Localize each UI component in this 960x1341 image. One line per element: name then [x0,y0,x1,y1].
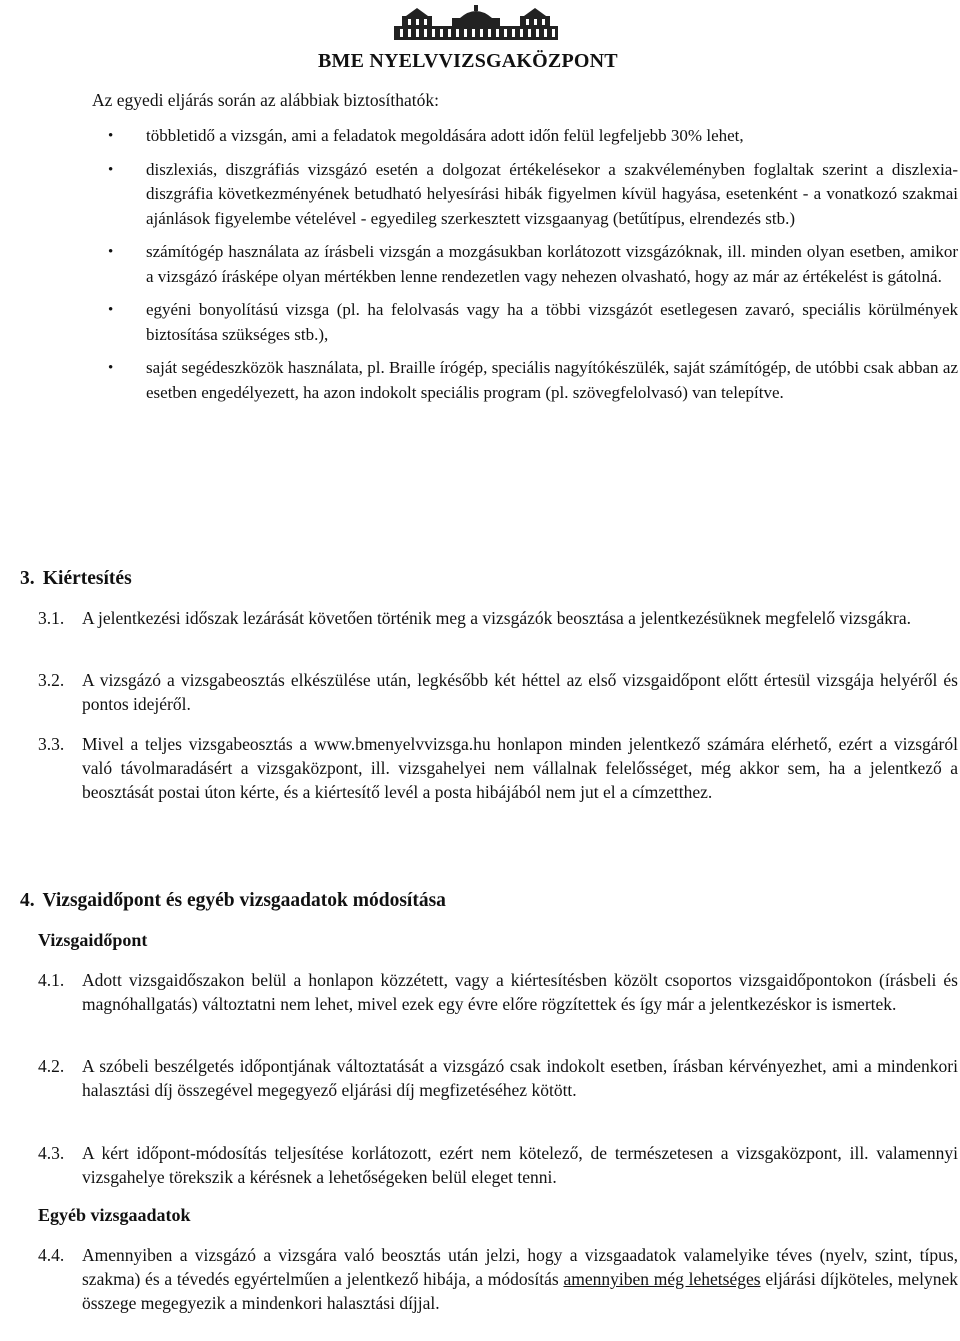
bullet-item: • többletidő a vizsgán, ami a feladatok megoldására adott időn felül legfeljebb 30% lehet, [108,124,958,149]
paragraph-3-1: 3.1. A jelentkezési időszak lezárását követően történik meg a vizsgázók beosztása a jelentkezésüknek megfelelő vizsgákra. [38,608,911,628]
bullet-dot-icon: • [108,161,114,178]
section-4-heading: 4. Vizsgaidőpont és egyéb vizsgaadatok módosítása [20,890,446,911]
paragraph-4-3: 4.3. A kért időpont-módosítás teljesítése korlátozott, ezért nem kötelező, de természetesen a vizsgaközpont, ill. valamennyi vizsgahelye törekszik a kérésnek a lehetőségeken belül eleget tenni. [38,1143,958,1187]
section-3-heading: 3. Kiértesítés [20,568,132,589]
organization-title: BME NYELVVIZSGAKÖZPONT [318,50,618,72]
bullet-dot-icon: • [108,244,114,260]
bullet-item: • számítógép használata az írásbeli vizsgán a mozgásukban korlátozott vizsgázóknak, ill. minden olyan esetben, amikor a vizsgázó írásképe olyan mértékben lenne rendezetlen vagy nehezen olvasható, hogy az már az értékelést is gátolná. [108,242,958,286]
subheading-egyeb-vizsgaadatok: Egyéb vizsgaadatok [38,1205,191,1225]
bullet-dot-icon: • [108,302,114,318]
bullet-dot-icon: • [108,360,114,376]
paragraph-4-2: 4.2. A szóbeli beszélgetés időpontjának változtatását a vizsgázó csak indokolt esetben, írásban kérvényezhet, ami a mindenkori halasztási díj összegével megegyező eljárási díj megfizetéséhez kötött. [38,1056,958,1100]
bullet-item: • saját segédeszközök használata, pl. Braille írógép, speciális nagyítókészülék, saját számítógép, de utóbbi csak abban az esetben engedélyezett, ha azon indokolt speciális program (pl. szövegfelolvasó) van telepítve. [108,358,958,402]
intro-text: Az egyedi eljárás során az alábbiak biztosíthatók: [92,90,439,110]
subheading-vizsgaidopont: Vizsgaidőpont [38,930,148,950]
bullet-item: • diszlexiás, diszgráfiás vizsgázó esetén a dolgozat értékelésekor a szakvéleményben foglaltak szerint a diszlexia-diszgráfia következményének betudható helyesírási hibák figyelmen kívül hagyása, esetenként - a vonatkozó szakmai ajánlások figyelembe vételével - egyedileg szerkesztett vizsgaanyag (betűtípus, elrendezés stb.) [108,159,958,228]
paragraph-4-4: 4.4. Amennyiben a vizsgázó a vizsgára való beosztás után jelzi, hogy a vizsgaadatok valamelyike téves (nyelv, szint, típus, szakma) és a tévedés egyértelműen a jelentkező hibája, a módosítás amennyiben még lehetséges eljárási díjköteles, melynek összege megegyezik a mindenkori halasztási díjjal. [38,1245,959,1313]
paragraph-4-1: 4.1. Adott vizsgaidőszakon belül a honlapon közzétett, vagy a kiértesítésben közölt csoportos vizsgaidőpontokon (írásbeli és magnóhallgatás) változtatni nem lehet, mivel ezek egy évre előre rögzítettek és így már a jelentkezéskor is ismertek. [38,970,958,1014]
bullet-list [108,124,958,414]
bullet-dot-icon: • [108,128,114,144]
university-building-logo-icon [392,4,560,42]
bullet-item: • egyéni bonyolítású vizsga (pl. ha felolvasás vagy ha a többi vizsgázót esetlegesen zavaró, speciális körülmények biztosítása szükséges stb.), [108,300,958,344]
paragraph-3-3: 3.3. Mivel a teljes vizsgabeosztás a www.bmenyelvvizsga.hu honlapon minden jelentkező számára elérhető, ezért a vizsgáról való távolmaradásért a vizsgaközpont, ill. vizsgahelyei nem vállalnak felelősséget, még akkor sem, ha a jelentkező a beosztását postai úton kérte, és a kiértesítő levél a posta hibájából nem jut el a címzetthez. [38,734,958,802]
paragraph-3-2: 3.2. A vizsgázó a vizsgabeosztás elkészülése után, legkésőbb két héttel az első vizsgaidőpont előtt értesül vizsgája helyéről és pontos idejéről. [38,670,958,714]
underlined-phrase: amennyiben még lehetséges [563,1269,761,1289]
